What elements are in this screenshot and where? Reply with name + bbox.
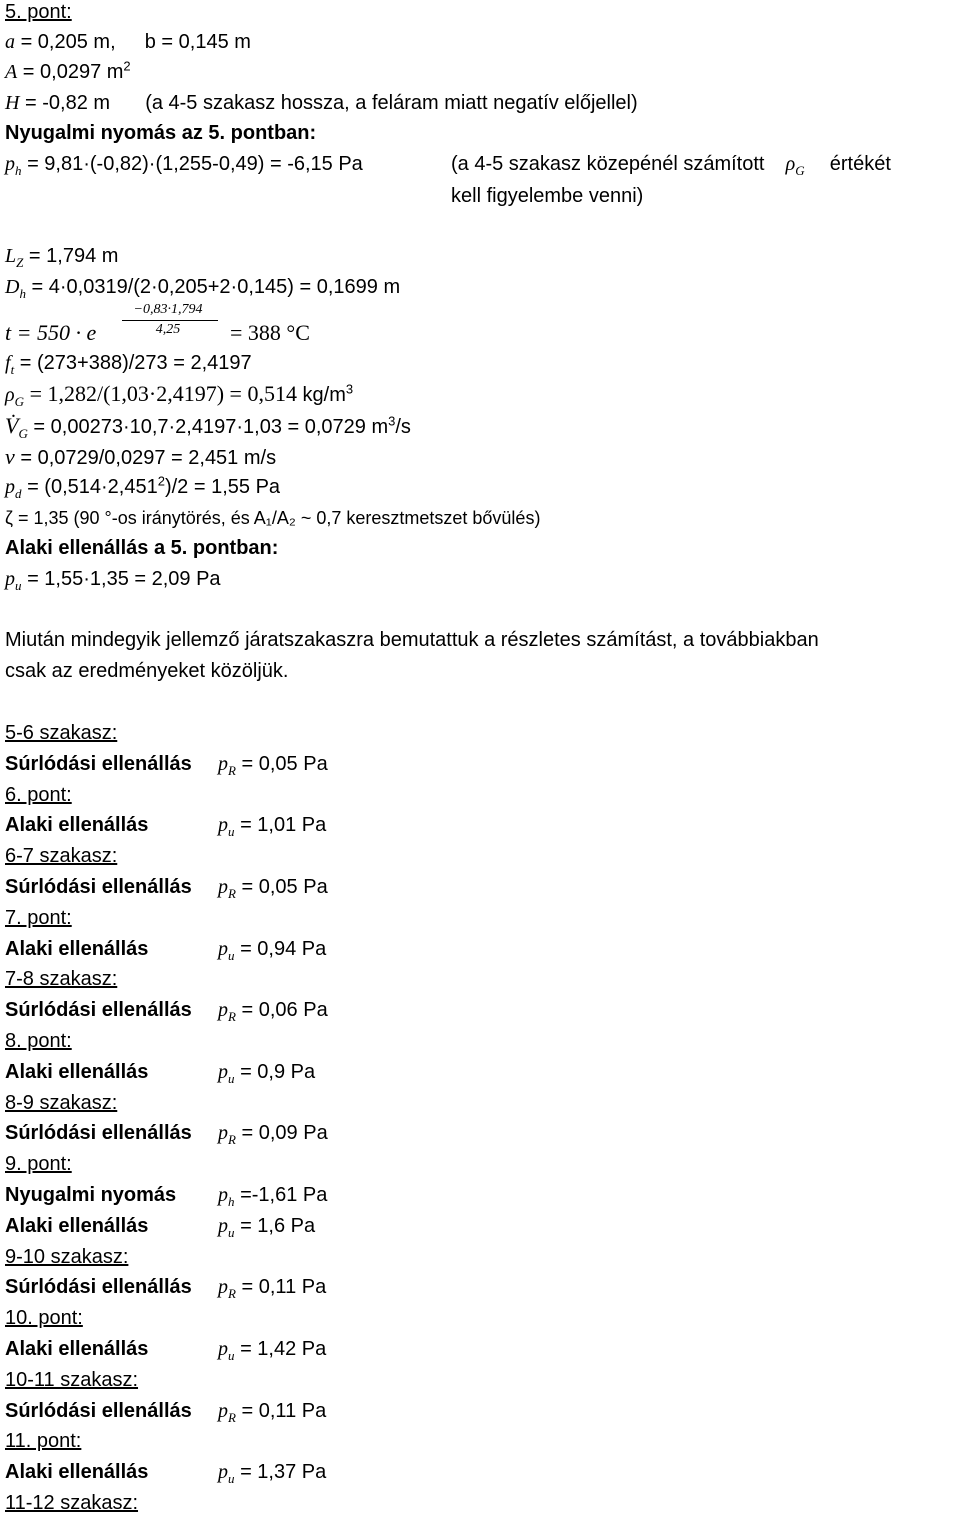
Lz-symbol: L [5, 245, 17, 267]
result-subscript: R [228, 763, 236, 778]
segment-heading: 5-6 szakasz: [5, 722, 118, 744]
rhoG-symbol: ρ [5, 384, 15, 406]
a-b-line [5, 30, 251, 54]
segment-heading: 8-9 szakasz: [5, 1092, 118, 1114]
t-exponent-numerator: −0,83·1,794 [133, 302, 203, 317]
t-formula-lhs [5, 321, 96, 345]
result-number: = 0,09 Pa [241, 1122, 328, 1144]
pd-subscript: d [15, 486, 22, 501]
pd-exponent: 2 [157, 473, 165, 489]
Lz-line [5, 244, 118, 268]
A-value: = 0,0297 m [22, 61, 124, 83]
result-label: Súrlódási ellenállás [5, 999, 192, 1021]
result-value [218, 1399, 326, 1423]
pu-symbol: p [5, 568, 15, 590]
rho-symbol: ρ [785, 153, 796, 175]
result-symbol: p [218, 1338, 228, 1360]
result-subscript: R [228, 1410, 236, 1425]
ft-line [5, 351, 252, 375]
result-symbol: p [218, 814, 228, 836]
zeta-line: ζ = 1,35 (90 °-os iránytörés, és A₁/A₂ ~ 0,7 keresztmetszet bővülés) [5, 508, 541, 528]
result-symbol: p [218, 1461, 228, 1483]
result-symbol: p [218, 1276, 228, 1298]
paragraph-line-2: csak az eredményeket közöljük. [5, 660, 289, 682]
Lz-value: = 1,794 m [28, 245, 119, 267]
pd-value-a: = (0,514·2,451 [27, 476, 158, 498]
result-number: = 1,37 Pa [240, 1461, 327, 1483]
ph-subscript: h [15, 163, 22, 178]
result-number: = 1,6 Pa [240, 1215, 316, 1237]
rhoG-exponent: 3 [345, 381, 354, 397]
result-number: = 0,06 Pa [241, 999, 328, 1021]
result-label: Súrlódási ellenállás [5, 753, 192, 775]
result-subscript: u [228, 824, 235, 839]
result-subscript: u [228, 1348, 235, 1363]
rhoG-subscript: G [14, 394, 24, 409]
t-exponent-bar [122, 320, 218, 321]
result-label: Alaki ellenállás [5, 1215, 149, 1237]
result-value [218, 752, 328, 776]
pd-line [5, 475, 280, 499]
segment-heading: 6-7 szakasz: [5, 845, 118, 867]
pu-subscript: u [15, 578, 22, 593]
ph-note-line2: kell figyelembe venni) [451, 185, 644, 207]
result-label: Súrlódási ellenállás [5, 876, 192, 898]
segment-heading: 9. pont: [5, 1153, 72, 1175]
result-number: = 0,05 Pa [241, 753, 328, 775]
result-label: Alaki ellenállás [5, 1338, 149, 1360]
segment-heading: 11-12 szakasz: [5, 1492, 139, 1514]
ph-note-start: (a 4-5 szakasz közepénél számított [451, 153, 765, 175]
VG-subscript: G [18, 426, 28, 441]
ph-value: = 9,81·(-0,82)·(1,255-0,49) = -6,15 Pa [27, 153, 363, 175]
result-label: Alaki ellenállás [5, 1461, 149, 1483]
Dh-symbol: D [5, 276, 20, 298]
A-symbol: A [5, 61, 18, 83]
pd-symbol: p [5, 476, 15, 498]
result-label: Alaki ellenállás [5, 814, 149, 836]
t-expression: t = 550 · e [5, 320, 97, 345]
rest-pressure-heading: Nyugalmi nyomás az 5. pontban: [5, 122, 317, 144]
Dh-line [5, 275, 400, 299]
section-heading: 5. pont: [5, 1, 72, 23]
result-value [218, 998, 328, 1022]
result-number: =-1,61 Pa [240, 1184, 328, 1206]
VG-value: = 0,00273·10,7·2,4197·1,03 = 0,0729 m [33, 416, 389, 438]
result-symbol: p [218, 1215, 228, 1237]
Dh-subscript: h [19, 286, 26, 301]
result-subscript: R [228, 886, 236, 901]
result-value [218, 1460, 326, 1484]
v-line [5, 445, 276, 470]
result-number: = 0,05 Pa [241, 876, 328, 898]
result-symbol: p [218, 876, 228, 898]
v-value: = 0,0729/0,0297 = 2,451 m/s [20, 447, 277, 469]
ft-value: = (273+388)/273 = 2,4197 [19, 352, 252, 374]
pu-value: = 1,55·1,35 = 2,09 Pa [27, 568, 221, 590]
result-subscript: R [228, 1286, 236, 1301]
result-label: Súrlódási ellenállás [5, 1276, 192, 1298]
b-value: b = 0,145 m [144, 31, 251, 53]
segment-heading: 7. pont: [5, 907, 72, 929]
result-symbol: p [218, 1400, 228, 1422]
result-subscript: u [228, 1471, 235, 1486]
H-note: (a 4-5 szakasz hossza, a feláram miatt negatív előjellel) [145, 92, 638, 114]
ph-note-end: értékét [829, 153, 891, 175]
ph-symbol: p [5, 153, 15, 175]
A-line [5, 60, 131, 84]
result-symbol: p [218, 999, 228, 1021]
result-number: = 1,42 Pa [240, 1338, 327, 1360]
t-formula-rhs: = 388 °C [230, 320, 310, 345]
result-number: = 0,94 Pa [240, 938, 327, 960]
paragraph-line-1: Miután mindegyik jellemző járatszakaszra bemutattuk a részletes számítást, a továbbiakban [5, 629, 819, 651]
result-symbol: p [218, 1122, 228, 1144]
result-label: Nyugalmi nyomás [5, 1184, 177, 1206]
a-symbol: a [5, 31, 15, 53]
result-value [218, 1337, 326, 1361]
VG-unit: /s [395, 416, 411, 438]
result-number: = 0,9 Pa [240, 1061, 316, 1083]
result-value [218, 1121, 328, 1145]
a-value: = 0,205 m, [20, 31, 116, 53]
Lz-subscript: Z [16, 255, 24, 270]
result-subscript: u [228, 1225, 235, 1240]
result-number: = 0,11 Pa [241, 1276, 327, 1298]
result-number: = 0,11 Pa [241, 1400, 327, 1422]
v-symbol: v [5, 444, 15, 469]
rho-subscript: G [795, 163, 805, 178]
result-value [218, 937, 326, 961]
result-value [218, 1183, 327, 1207]
segment-heading: 10. pont: [5, 1307, 83, 1329]
result-value [218, 875, 328, 899]
form-resistance-heading: Alaki ellenállás a 5. pontban: [5, 537, 279, 559]
t-exponent-denominator: 4,25 [155, 322, 181, 337]
result-symbol: p [218, 938, 228, 960]
H-value: = -0,82 m [25, 92, 111, 114]
H-symbol: H [5, 92, 20, 114]
result-value [218, 813, 326, 837]
VG-symbol: V̇ [5, 413, 19, 438]
segment-heading: 6. pont: [5, 784, 72, 806]
ft-subscript: t [10, 362, 15, 377]
result-label: Alaki ellenállás [5, 938, 149, 960]
result-subscript: R [228, 1132, 236, 1147]
result-symbol: p [218, 1061, 228, 1083]
ph-line [5, 152, 363, 176]
segment-heading: 8. pont: [5, 1030, 72, 1052]
rhoG-unit: kg/m [302, 384, 346, 406]
segment-heading: 9-10 szakasz: [5, 1246, 129, 1268]
VG-exponent: 3 [388, 413, 396, 429]
result-label: Súrlódási ellenállás [5, 1400, 192, 1422]
result-subscript: R [228, 1009, 236, 1024]
result-value [218, 1214, 315, 1238]
pd-value-b: )/2 = 1,55 Pa [164, 476, 281, 498]
ph-note-line1 [451, 152, 891, 176]
rhoG-line [5, 382, 353, 407]
result-subscript: u [228, 948, 235, 963]
result-value [218, 1060, 315, 1084]
result-symbol: p [218, 1184, 228, 1206]
ft-symbol: f [5, 352, 11, 374]
A-exponent: 2 [123, 58, 131, 74]
result-number: = 1,01 Pa [240, 814, 327, 836]
H-line [5, 91, 638, 115]
result-subscript: u [228, 1071, 235, 1086]
segment-heading: 7-8 szakasz: [5, 968, 118, 990]
result-subscript: h [228, 1194, 235, 1209]
VG-line [5, 414, 411, 439]
pu-line [5, 567, 221, 591]
Dh-value: = 4·0,0319/(2·0,205+2·0,145) = 0,1699 m [31, 276, 401, 298]
result-symbol: p [218, 753, 228, 775]
result-label: Alaki ellenállás [5, 1061, 149, 1083]
result-value [218, 1275, 326, 1299]
segment-heading: 11. pont: [5, 1430, 82, 1452]
rhoG-value: = 1,282/(1,03·2,4197) = 0,514 [29, 381, 297, 406]
result-label: Súrlódási ellenállás [5, 1122, 192, 1144]
segment-heading: 10-11 szakasz: [5, 1369, 139, 1391]
